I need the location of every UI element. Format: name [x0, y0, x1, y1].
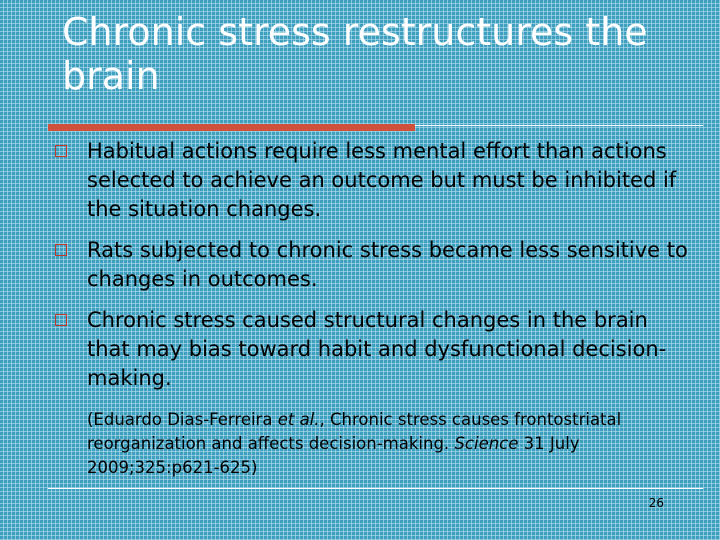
citation-date: 31 July 2009;325:p621-625)	[87, 434, 580, 477]
footer-divider-line	[48, 488, 703, 489]
bullet-text: Habitual actions require less mental effort than actions selected to achieve an outcome but must be inhibited if the situation changes.	[87, 139, 677, 221]
hollow-square-icon	[55, 244, 67, 256]
citation-etal: et al.	[277, 410, 320, 429]
citation	[87, 408, 687, 480]
bullet-item	[55, 236, 695, 294]
citation-open: (Eduardo Dias-Ferreira	[87, 410, 278, 429]
title-accent-bar	[48, 124, 415, 131]
bullet-item	[55, 137, 695, 224]
bullet-text: Rats subjected to chronic stress became less sensitive to changes in outcomes.	[87, 238, 688, 291]
page-number: 26	[648, 496, 664, 510]
hollow-square-icon	[55, 145, 67, 157]
citation-journal: Science	[454, 434, 519, 453]
bullet-list	[55, 137, 695, 405]
bullet-item	[55, 306, 695, 393]
slide-title: Chronic stress restructures the brain	[62, 10, 648, 98]
hollow-square-icon	[55, 314, 67, 326]
bullet-text: Chronic stress caused structural changes in the brain that may bias toward habit and dysfunctional decision-making.	[87, 308, 667, 390]
citation-text: , Chronic stress causes frontostriatal reorganization and affects decision-making.	[87, 410, 622, 453]
